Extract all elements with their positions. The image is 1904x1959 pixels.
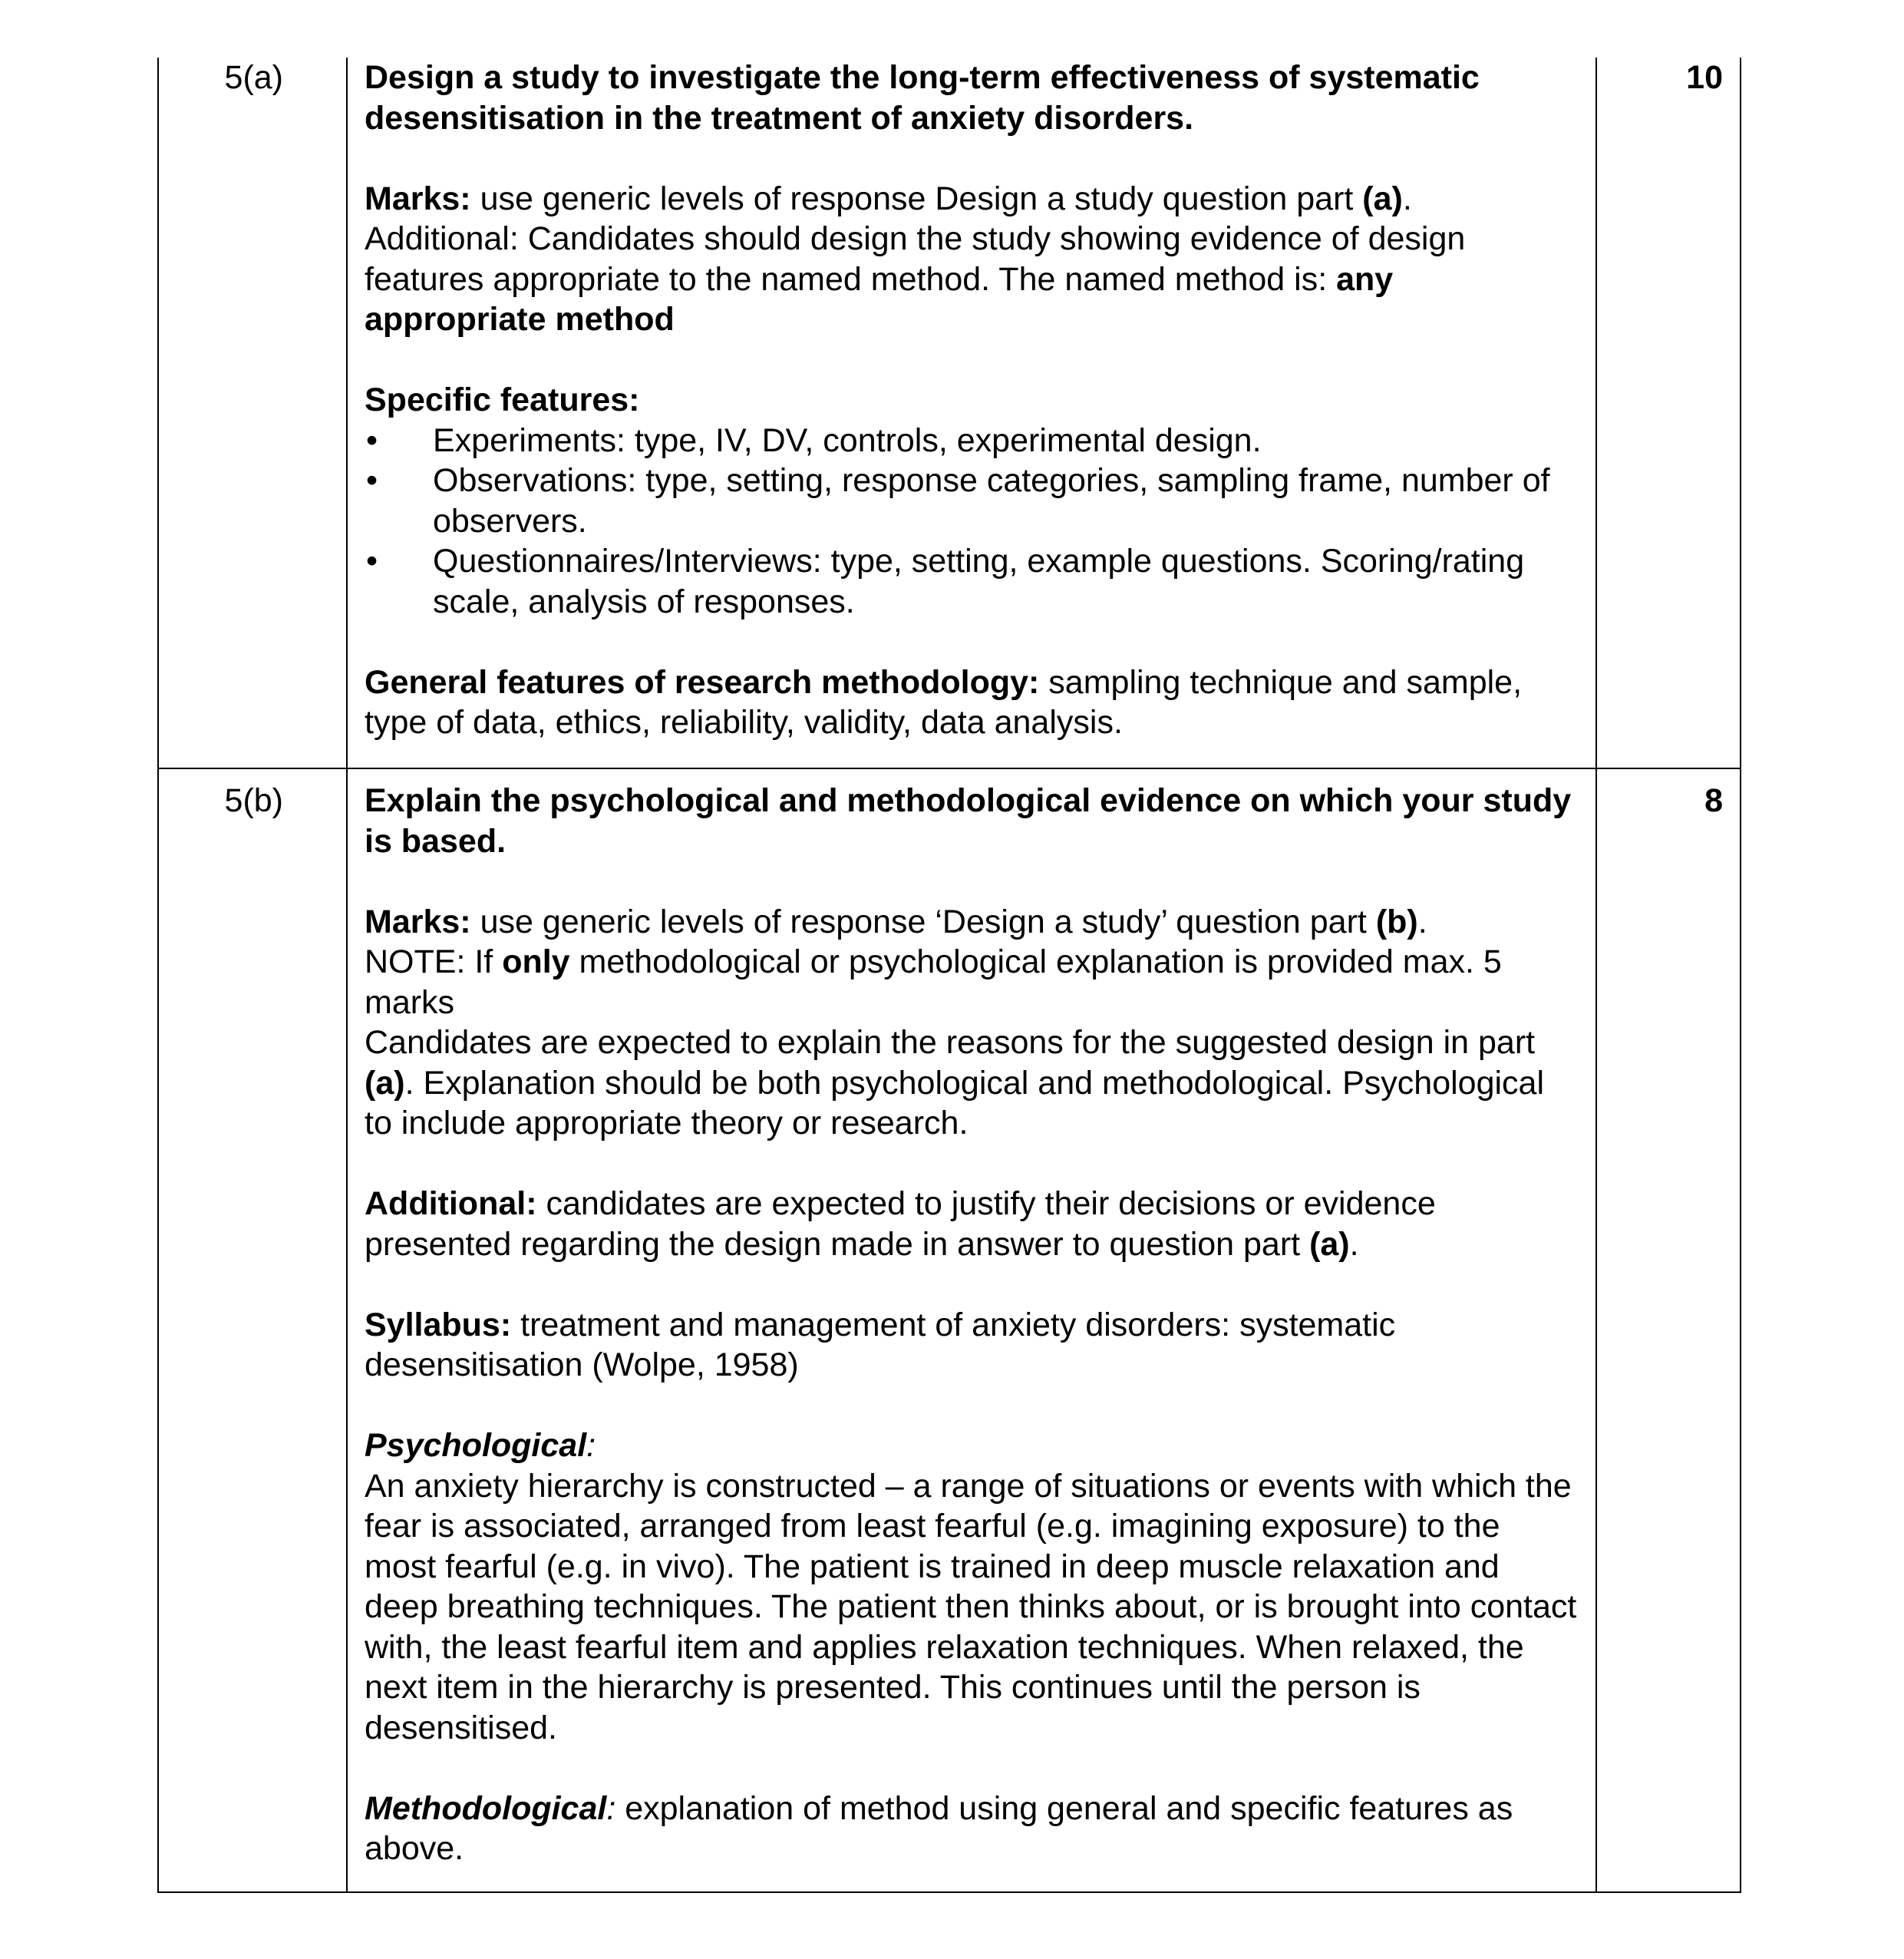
question-number: 5(a) — [224, 59, 283, 96]
note-emphasis: only — [502, 943, 570, 980]
additional-label: Additional: — [365, 1185, 537, 1222]
marks-label: Marks: — [365, 180, 471, 217]
bullet-icon: • — [366, 462, 378, 499]
table-row — [157, 768, 1741, 1893]
note-text: NOTE: If — [365, 943, 503, 980]
additional-end: . — [1349, 1225, 1359, 1263]
specific-features-list — [365, 421, 1580, 623]
syllabus-text: treatment and management of anxiety disorders: systematic desensitisation (Wolpe, 1958) — [365, 1306, 1396, 1383]
marks-cell — [1597, 769, 1741, 1891]
question-number: 5(b) — [224, 782, 283, 819]
list-item — [365, 421, 1580, 461]
list-item-text: Questionnaires/Interviews: type, setting, example questions. Scoring/rating scale, analysis of responses. — [433, 543, 1525, 620]
specific-features-label: Specific features: — [365, 382, 640, 418]
marks-part: (a) — [1362, 180, 1403, 217]
marks-guidance — [365, 179, 1580, 220]
general-features-text: sampling technique and sample, type of data, ethics, reliability, validity, data analysis. — [365, 663, 1523, 741]
named-method: any appropriate method — [365, 260, 1394, 338]
marks-guidance — [365, 902, 1580, 943]
methodological-text: explanation of method using general and specific features as above. — [365, 1789, 1513, 1867]
general-features — [365, 662, 1580, 743]
note — [365, 942, 1580, 1022]
additional-text: Additional: Candidates should design the study showing evidence of design features appropriate to the named method. The named method is: — [365, 220, 1466, 298]
psychological-label: Psychological — [365, 1427, 587, 1464]
marks-value: 8 — [1704, 782, 1723, 819]
list-item — [365, 461, 1580, 541]
additional-part: (a) — [1309, 1225, 1350, 1263]
marks-label: Marks: — [365, 903, 471, 940]
question-title: Design a study to investigate the long-term effectiveness of systematic desensitisation in the treatment of anxiety disorders. — [365, 59, 1480, 137]
bullet-icon: • — [366, 421, 378, 459]
additional-text: candidates are expected to justify their decisions or evidence presented regarding the design made in answer to question part — [365, 1185, 1436, 1263]
list-item — [365, 541, 1580, 622]
question-number-cell — [157, 58, 348, 768]
answer-cell — [348, 58, 1597, 768]
question-title: Explain the psychological and methodological evidence on which your study is based. — [365, 782, 1572, 860]
expected-part: (a) — [365, 1064, 405, 1102]
marks-text: use generic levels of response Design a study question part — [470, 180, 1363, 217]
mark-scheme-table — [157, 58, 1741, 1893]
table-row — [157, 58, 1741, 768]
expected-text: Candidates are expected to explain the reasons for the suggested design in part — [365, 1024, 1536, 1061]
answer-cell — [348, 769, 1597, 1891]
methodological-colon: : — [606, 1789, 616, 1827]
marks-end: . — [1417, 903, 1427, 940]
list-item-text: Experiments: type, IV, DV, controls, experimental design. — [433, 421, 1262, 459]
general-features-label: General features of research methodology: — [365, 663, 1040, 701]
expected-text-end: . Explanation should be both psychological and methodological. Psychological to include appropriate theory or research. — [365, 1064, 1545, 1141]
marks-part: (b) — [1375, 903, 1418, 940]
marks-cell — [1597, 58, 1741, 768]
question-number-cell — [157, 769, 348, 1891]
methodological-label: Methodological — [365, 1789, 607, 1827]
psychological-heading — [365, 1425, 1580, 1466]
syllabus — [365, 1305, 1580, 1386]
marks-text: use generic levels of response ‘Design a study’ question part — [470, 903, 1376, 940]
syllabus-label: Syllabus: — [365, 1306, 512, 1343]
methodological — [365, 1789, 1580, 1869]
list-item-text: Observations: type, setting, response categories, sampling frame, number of observers. — [433, 462, 1550, 540]
note-text-end: methodological or psychological explanation is provided max. 5 marks — [365, 943, 1502, 1021]
psychological-colon: : — [586, 1427, 596, 1464]
marks-end: . — [1402, 180, 1412, 217]
bullet-icon: • — [366, 543, 378, 580]
additional-guidance — [365, 219, 1580, 340]
expected-guidance — [365, 1022, 1580, 1144]
marks-value: 10 — [1686, 59, 1723, 96]
psychological-text: An anxiety hierarchy is constructed – a range of situations or events with which the fear is associated, arranged from least fearful (e.g. imagining exposure) to the most fearful (e.g. in vivo). The patient is trained in deep muscle relaxation and deep breathing techniques. The patient then thinks about, or is brought into contact with, the least fearful item and applies relaxation techniques. When relaxed, the next item in the hierarchy is presented. This continues until the person is desensitised. — [365, 1467, 1577, 1746]
additional-guidance — [365, 1184, 1580, 1264]
